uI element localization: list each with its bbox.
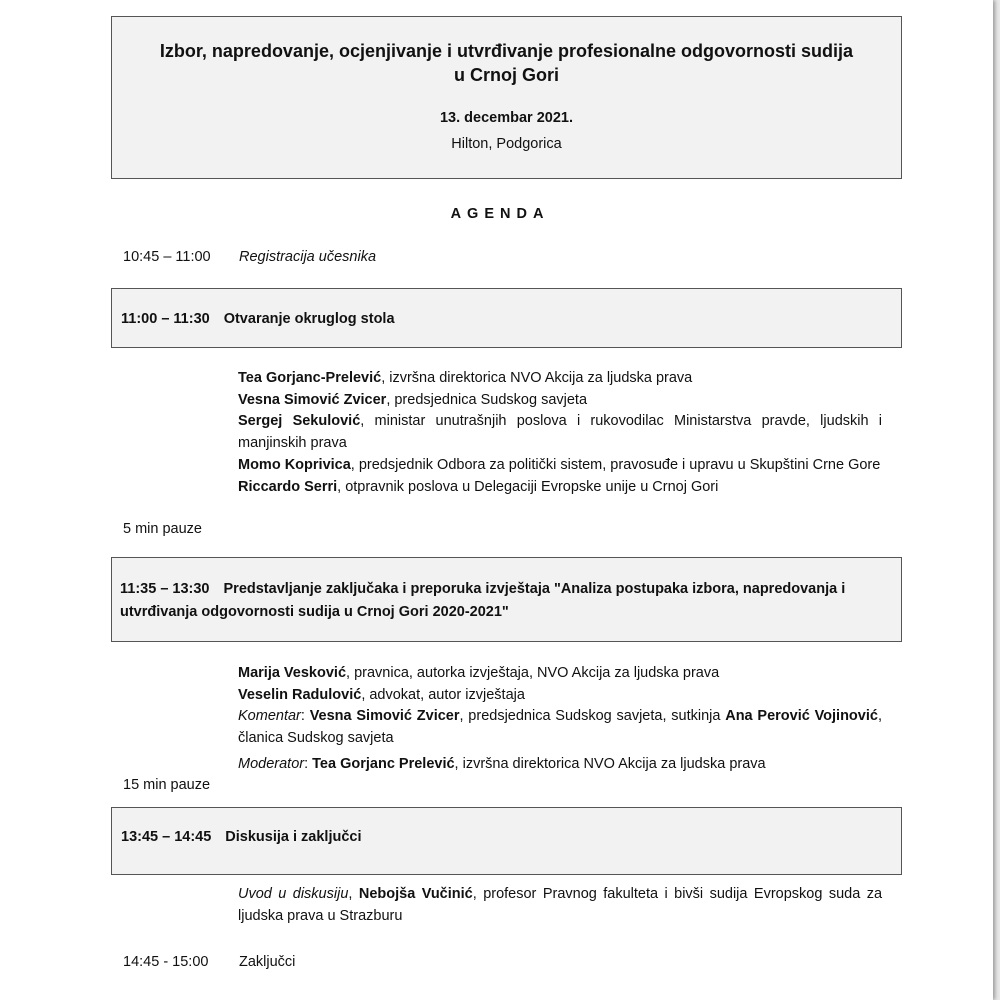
speaker-role: , pravnica, autorka izvještaja, NVO Akcija za ljudska prava (346, 665, 720, 681)
speaker-row (238, 663, 882, 685)
pause-label: 15 min pauze (123, 777, 211, 793)
speaker-role: , advokat, autor izvještaja (361, 686, 525, 703)
session-1-time: 11:00 – 11:30 (121, 311, 210, 327)
intro-label: Uvod u diskusiju (238, 886, 349, 902)
speaker-role: , predsjednica Sudskog savjeta, sutkinja (459, 708, 726, 725)
speaker-name: Nebojša Vučinić (358, 886, 473, 902)
event-venue: Hilton, Podgorica (451, 136, 562, 152)
speaker-role: , predsjednik Odbora za politički sistem, pravosuđe i upravu u Skupštini Crne Gore (350, 456, 881, 473)
session-3-time: 13:45 – 14:45 (121, 829, 212, 845)
speaker-name: Marija Vesković (238, 665, 347, 681)
session-3-title: Diskusija i zaključci (225, 829, 362, 845)
closing-label: Zaključci (239, 954, 296, 970)
session-2-time: 11:35 – 13:30 (120, 581, 210, 597)
moderator-label: Moderator (238, 755, 305, 772)
speaker-name: Tea Gorjanc Prelević (312, 755, 455, 772)
registration-time: 10:45 – 11:00 (123, 249, 211, 265)
speaker-name: Tea Gorjanc-Prelević (238, 370, 382, 386)
pause-label: 5 min pauze (123, 521, 202, 537)
event-date: 13. decembar 2021. (439, 110, 573, 126)
agenda-heading: AGENDA (450, 206, 550, 222)
separator: : (300, 708, 310, 725)
session-2-title: Predstavljanje zaključaka i preporuka izvještaja "Analiza postupaka izbora, napredovanja i utvrđivanja odgovornosti sudija u Crnoj Gori 2020-2021" (120, 581, 846, 620)
speaker-row (238, 477, 882, 499)
closing-row (123, 954, 295, 970)
session-2-header (111, 557, 902, 642)
speaker-role: , izvršna direktorica NVO Akcija za ljudska prava (454, 755, 766, 772)
speaker-role: , izvršna direktorica NVO Akcija za ljudska prava (381, 370, 693, 386)
closing-time: 14:45 - 15:00 (123, 954, 209, 970)
speaker-name: Riccardo Serri (238, 478, 338, 495)
registration-row (123, 249, 376, 265)
header-box (111, 16, 902, 179)
speaker-name: Ana Perović Vojinović (725, 708, 878, 725)
speaker-role: , otpravnik poslova u Delegaciji Evropske unije u Crnoj Gori (337, 478, 719, 495)
separator: , (348, 886, 359, 902)
comment-label: Komentar (238, 708, 301, 725)
session-1-title: Otvaranje okruglog stola (223, 311, 395, 327)
session-2-speakers (238, 663, 882, 776)
session-1-header (111, 288, 902, 348)
speaker-role: , članica Sudskog savjeta (238, 708, 882, 747)
event-title: Izbor, napredovanje, ocjenjivanje i utvrđivanje profesionalne odgovornosti sudija u Crnoj Gori (159, 41, 854, 85)
intro-row (238, 884, 882, 927)
separator: : (304, 755, 313, 772)
speaker-name: Momo Koprivica (238, 456, 351, 473)
session-3-speakers (238, 884, 882, 927)
speaker-row (238, 685, 882, 707)
speaker-row (238, 455, 882, 477)
speaker-name: Vesna Simović Zvicer (238, 391, 387, 408)
speaker-role: , predsjednica Sudskog savjeta (386, 391, 588, 408)
speaker-name: Vesna Simović Zvicer (309, 708, 460, 725)
session-1-speakers (238, 368, 882, 498)
speaker-role: , profesor Pravnog fakulteta i bivši sudija Evropskog suda za ljudska prava u Strazburu (238, 886, 883, 924)
speaker-row (238, 411, 882, 454)
moderator-row (238, 754, 882, 776)
speaker-name: Sergej Sekulović (238, 413, 361, 430)
speaker-role: , ministar unutrašnjih poslova i rukovodilac Ministarstva pravde, ljudskih i manjinskih prava (238, 413, 883, 452)
registration-label: Registracija učesnika (239, 249, 377, 265)
speaker-name: Veselin Radulović (238, 686, 362, 703)
comment-row (238, 706, 882, 749)
speaker-row (238, 390, 882, 412)
session-3-header (111, 807, 902, 875)
speaker-row (238, 368, 882, 390)
